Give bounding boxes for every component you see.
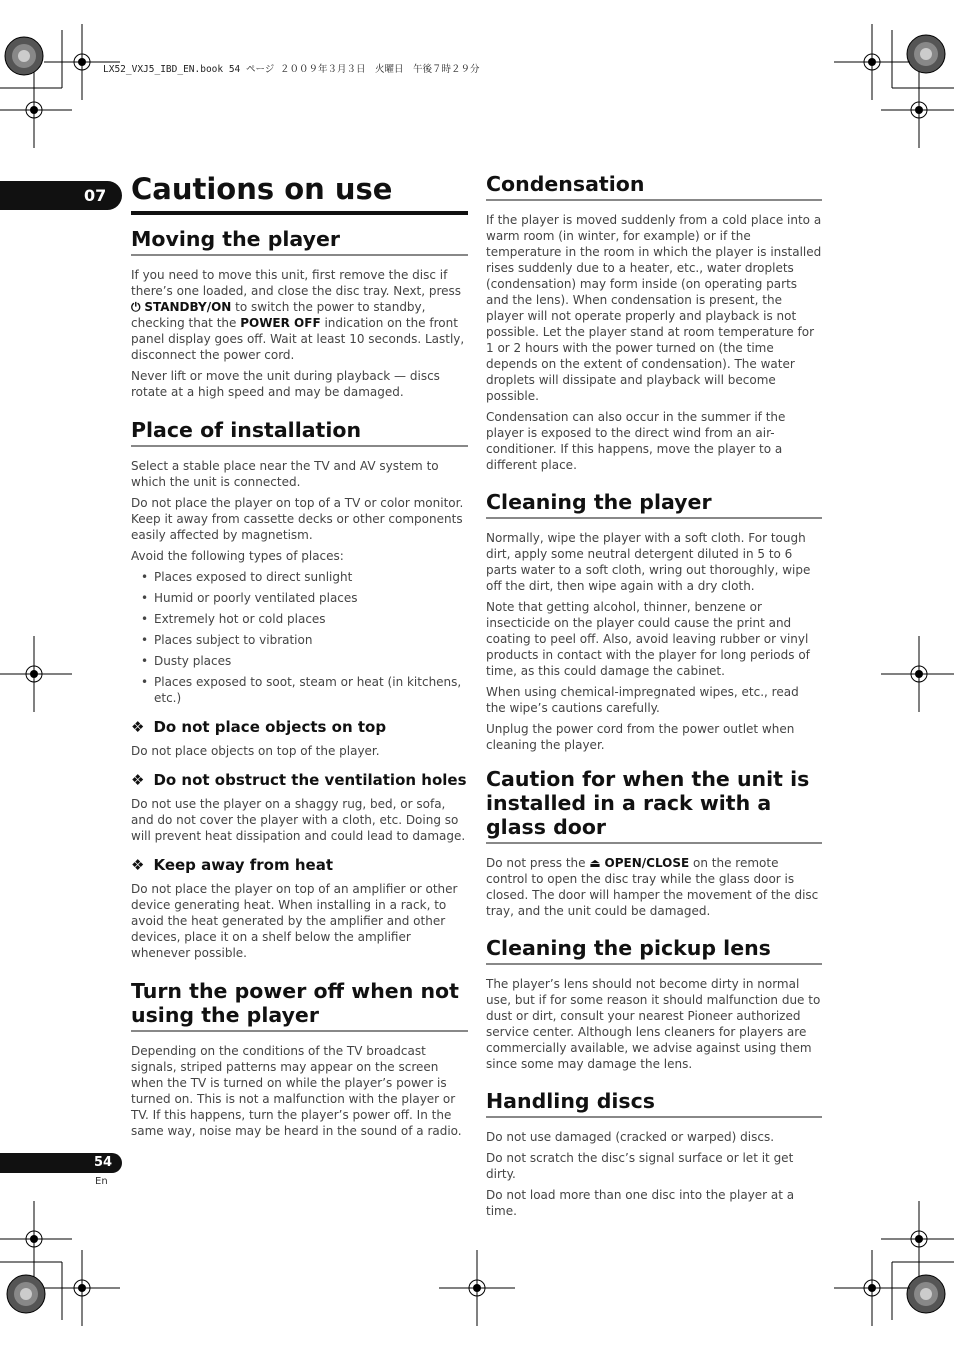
section-heading-installation: Place of installation [131,418,468,447]
heat-paragraph: Do not place the player on top of an amplifier or other device generating heat. When installing in a rack, to avoid the heat generated by the amplifier and other devices, place it on a shelf below the amplifier whenever possible. [131,882,458,960]
section-heading-discs: Handling discs [486,1089,822,1118]
registration-mark-icon [0,1201,72,1277]
places-list [131,569,468,706]
section-heading-pickup: Cleaning the pickup lens [486,936,822,965]
text-span: Do not press the [486,856,590,870]
list-item: • Places exposed to direct sunlight [131,569,468,585]
text-span: on the remote control to open the disc tray while the glass door is closed. The door will hamper the movement of the disc tray, and the unit could be damaged. [486,856,819,918]
registration-mark-icon [0,636,72,712]
eject-icon: ⏏ [589,856,601,870]
registration-mark-icon [834,1250,910,1326]
left-column [131,227,468,1144]
subheading-text: Do not place objects on top [153,718,387,736]
page-title: Cautions on use [131,172,393,206]
section-heading-cleaning: Cleaning the player [486,490,822,519]
subheading-ventilation [131,769,468,792]
diamond-bullet-icon: ❖ [131,856,145,874]
registration-mark-icon [0,72,72,148]
corner-rosette-bottom-left-icon [7,1275,45,1313]
moving-paragraph-2: Never lift or move the unit during playback — discs rotate at a high speed and may be damaged. [131,369,440,399]
language-label: En [95,1176,108,1187]
installation-paragraph-2: Do not place the player on top of a TV or color monitor. Keep it away from cassette decks or other components easily affected by magnetism. [131,496,464,542]
moving-paragraph-1 [131,267,468,363]
discs-paragraph-2: Do not scratch the disc’s signal surface or let it get dirty. [486,1151,794,1181]
print-header-line: LX52_VXJ5_IBD_EN.book 54 ページ ２００９年３月３日 火曜日 午後７時２９分 [103,64,480,75]
power-off-paragraph: Depending on the conditions of the TV broadcast signals, striped patterns may appear on the screen when the TV is turned on while the player’s power is turned on. This is not a malfunction with the player or TV. If this happens, turn the player’s power off. In the same way, noise may be heard in the sound of a radio. [131,1044,462,1138]
title-rule [131,211,468,215]
open-close-label: OPEN/CLOSE [604,856,690,870]
cleaning-paragraph-4: Unplug the power cord from the power outlet when cleaning the player. [486,722,795,752]
diamond-bullet-icon: ❖ [131,771,145,789]
text-span: If you need to move this unit, first remove the disc if there’s one loaded, and close the disc tray. Next, press [131,268,462,298]
corner-rosette-top-right-icon [907,35,945,73]
diamond-bullet-icon: ❖ [131,718,145,736]
page-number: 54 [94,1155,113,1170]
cleaning-paragraph-3: When using chemical-impregnated wipes, etc., read the wipe’s cautions carefully. [486,685,799,715]
registration-mark-icon [44,1250,120,1326]
section-heading-condensation: Condensation [486,172,822,201]
power-icon: ⏻ [131,300,141,314]
standby-on-label: STANDBY/ON [144,300,232,314]
list-item: • Humid or poorly ventilated places [131,590,468,606]
installation-paragraph-1: Select a stable place near the TV and AV system to which the unit is connected. [131,459,439,489]
text-span: indication on the front panel display goes off. Wait at least 10 seconds. Lastly, disconnect the power cord. [131,316,465,362]
power-off-label: POWER OFF [240,316,321,330]
objects-paragraph: Do not place objects on top of the player. [131,744,380,758]
pickup-paragraph: The player’s lens should not become dirty in normal use, but if for some reason it should malfunction due to dust or dirt, consult your nearest Pioneer authorized service center. Although lens cleaners for players are commercially available, we advise against using them since some may damage the lens. [486,977,821,1071]
corner-rosette-top-left-icon [5,37,43,75]
rack-paragraph [486,855,822,919]
cleaning-paragraph-1: Normally, wipe the player with a soft cloth. For tough dirt, apply some neutral detergent diluted in 5 to 6 parts water to a soft cloth, wring out thoroughly, wipe off the dirt, then wipe again with a dry cloth. [486,531,811,593]
subheading-text: Do not obstruct the ventilation holes [153,771,467,789]
section-heading-moving: Moving the player [131,227,468,256]
text-span: to switch the power to standby, checking that the [131,300,426,330]
registration-mark-icon [881,636,954,712]
chapter-number: 07 [84,186,107,205]
section-heading-rack: Caution for when the unit is installed in a rack with a glass door [486,767,822,844]
list-item: • Places subject to vibration [131,632,468,648]
list-item: • Extremely hot or cold places [131,611,468,627]
right-column [486,172,822,1224]
subheading-heat [131,854,468,877]
registration-mark-icon [439,1250,515,1326]
subheading-text: Keep away from heat [153,856,333,874]
list-item: • Places exposed to soot, steam or heat (in kitchens, etc.) [131,674,468,706]
installation-paragraph-3: Avoid the following types of places: [131,549,344,563]
cleaning-paragraph-2: Note that getting alcohol, thinner, benzene or insecticide on the player could cause the print and coating to peel off. Also, avoid leaving rubber or vinyl products in contact with the player for long periods of time, as this could damage the cabinet. [486,600,810,678]
ventilation-paragraph: Do not use the player on a shaggy rug, bed, or sofa, and do not cover the player with a cloth, etc. Doing so will prevent heat dissipation and could lead to damage. [131,797,466,843]
section-heading-power-off: Turn the power off when not using the player [131,979,468,1032]
corner-rosette-bottom-right-icon [907,1275,945,1313]
subheading-objects [131,716,468,739]
discs-paragraph-1: Do not use damaged (cracked or warped) discs. [486,1130,775,1144]
registration-mark-icon [834,24,910,100]
condensation-paragraph-2: Condensation can also occur in the summer if the player is exposed to the direct wind from an air-conditioner. If this happens, move the player to a different place. [486,410,786,472]
discs-paragraph-3: Do not load more than one disc into the player at a time. [486,1188,795,1218]
list-item: • Dusty places [131,653,468,669]
condensation-paragraph-1: If the player is moved suddenly from a cold place into a warm room (in winter, for example) or if the temperature in the room in which the player is installed rises suddenly due to a heater, etc., water droplets (condensation) may form inside (on operating parts and the lens). When condensation is present, the player will not operate properly and playback is not possible. Let the player stand at room temperature for 1 or 2 hours with the power turned on (the time depends on the extent of condensation). The water droplets will dissipate and playback will become possible. [486,213,822,403]
